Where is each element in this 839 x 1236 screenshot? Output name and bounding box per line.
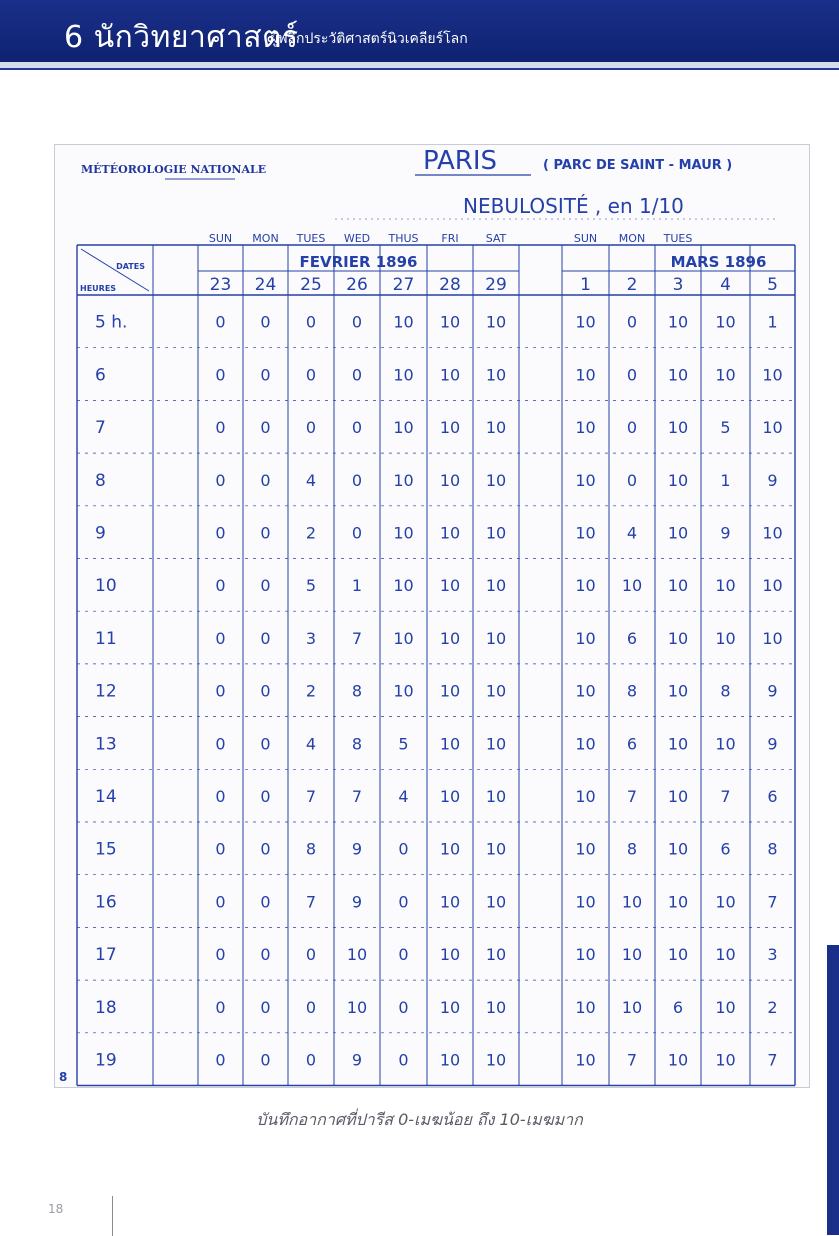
nebulosity-cell: 10 (439, 892, 461, 912)
date-cell: 2 (626, 275, 638, 295)
nebulosity-cell: 10 (439, 945, 461, 965)
date-cell: 26 (346, 275, 368, 295)
nebulosity-cell: 10 (575, 312, 596, 332)
weekday-label: FRI (441, 232, 459, 245)
nebulosity-cell: 0 (305, 1050, 317, 1070)
nebulosity-cell: 10 (715, 365, 736, 385)
nebulosity-cell: 6 (626, 628, 638, 648)
nebulosity-cell: 0 (260, 576, 271, 596)
page-number-divider (112, 1196, 113, 1236)
nebulosity-cell: 0 (260, 523, 271, 543)
date-cell: 24 (254, 275, 277, 295)
hour-label: 17 (95, 945, 117, 966)
nebulosity-cell: 0 (215, 523, 226, 543)
nebulosity-cell: 10 (621, 576, 643, 596)
date-cell: 27 (392, 275, 415, 295)
nebulosity-cell: 0 (305, 312, 317, 332)
nebulosity-cell: 10 (485, 945, 507, 965)
nebulosity-cell: 8 (626, 839, 638, 859)
nebulosity-cell: 10 (667, 892, 689, 912)
nebulosity-cell: 10 (667, 839, 689, 859)
nebulosity-cell: 9 (351, 839, 363, 859)
date-cell: 23 (209, 275, 232, 295)
nebulosity-cell: 10 (485, 418, 507, 438)
nebulosity-cell: 0 (398, 945, 409, 965)
nebulosity-cell: 7 (767, 892, 778, 912)
weekday-label: SUN (573, 232, 598, 245)
measure-label: NEBULOSITÉ , en 1/10 (463, 194, 684, 218)
nebulosity-cell: 10 (439, 997, 461, 1017)
corner-hours-label: HEURES (80, 284, 117, 293)
nebulosity-cell: 10 (575, 945, 596, 965)
location-label: ( PARC DE SAINT - MAUR ) (543, 158, 733, 173)
nebulosity-cell: 10 (485, 576, 507, 596)
weekday-label: MON (618, 232, 646, 245)
nebulosity-cell: 8 (351, 681, 363, 701)
page-header-band (0, 0, 839, 62)
nebulosity-cell: 0 (215, 734, 226, 754)
nebulosity-cell: 8 (351, 734, 363, 754)
table-header (80, 253, 778, 295)
nebulosity-cell: 0 (305, 365, 317, 385)
weather-record-scan (54, 144, 810, 1088)
nebulosity-cell: 10 (393, 628, 414, 648)
weekday-label: THUS (388, 232, 419, 245)
hour-label: 19 (95, 1050, 117, 1071)
nebulosity-cell: 10 (575, 839, 596, 859)
nebulosity-cell: 10 (762, 418, 783, 438)
weekday-label: TUES (296, 232, 326, 245)
date-cell: 29 (485, 275, 507, 295)
nebulosity-cell: 10 (393, 681, 414, 701)
nebulosity-cell: 10 (762, 523, 783, 543)
nebulosity-cell: 10 (575, 892, 596, 912)
nebulosity-cell: 10 (485, 470, 507, 490)
nebulosity-cell: 0 (215, 576, 226, 596)
nebulosity-cell: 10 (346, 945, 368, 965)
nebulosity-cell: 8 (767, 839, 778, 859)
nebulosity-cell: 10 (575, 734, 596, 754)
nebulosity-cell: 0 (215, 997, 226, 1017)
nebulosity-cell: 10 (575, 786, 596, 806)
nebulosity-cell: 10 (346, 997, 368, 1017)
nebulosity-cell: 10 (715, 892, 736, 912)
nebulosity-cell: 10 (439, 576, 461, 596)
nebulosity-cell: 10 (575, 1050, 596, 1070)
nebulosity-cell: 10 (762, 628, 783, 648)
date-cell: 3 (672, 275, 684, 295)
date-cell: 28 (439, 275, 461, 295)
nebulosity-cell: 0 (260, 628, 271, 648)
nebulosity-cell: 10 (575, 470, 596, 490)
nebulosity-cell: 10 (439, 786, 461, 806)
nebulosity-cell: 0 (626, 418, 638, 438)
nebulosity-cell: 0 (351, 470, 363, 490)
nebulosity-cell: 10 (667, 786, 689, 806)
agency-label: MÉTÉOROLOGIE NATIONALE (81, 163, 267, 176)
date-cell: 1 (580, 275, 591, 295)
nebulosity-cell: 10 (715, 312, 736, 332)
nebulosity-cell: 10 (715, 628, 736, 648)
date-cell: 25 (300, 275, 322, 295)
nebulosity-cell: 10 (485, 312, 507, 332)
month-label-mars: MARS 1896 (670, 253, 767, 271)
nebulosity-cell: 10 (393, 365, 414, 385)
nebulosity-cell: 0 (351, 418, 363, 438)
nebulosity-cell: 0 (260, 1050, 271, 1070)
nebulosity-cell: 6 (767, 786, 778, 806)
nebulosity-cell: 10 (762, 365, 783, 385)
weekday-labels (209, 232, 693, 245)
nebulosity-cell: 0 (260, 839, 271, 859)
figure-caption: บันทึกอากาศที่ปารีส 0-เมฆน้อย ถึง 10-เมฆมาก (256, 1110, 583, 1129)
nebulosity-cell: 10 (485, 365, 507, 385)
nebulosity-cell: 6 (720, 839, 731, 859)
nebulosity-cell: 0 (215, 1050, 226, 1070)
nebulosity-cell: 2 (767, 997, 778, 1017)
nebulosity-cell: 10 (485, 628, 507, 648)
nebulosity-cell: 8 (720, 681, 731, 701)
date-cell: 4 (720, 275, 731, 295)
nebulosity-cell: 10 (715, 997, 736, 1017)
nebulosity-cell: 10 (393, 312, 414, 332)
nebulosity-cell: 9 (767, 470, 778, 490)
nebulosity-cell: 0 (215, 312, 226, 332)
nebulosity-cell: 0 (626, 312, 638, 332)
nebulosity-cell: 0 (305, 418, 317, 438)
nebulosity-cell: 10 (621, 997, 643, 1017)
nebulosity-cell: 6 (672, 997, 684, 1017)
book-subtitle: ผู้พลิกประวัติศาสตร์นิวเคลียร์โลก (270, 31, 468, 47)
corner-dates-label: DATES (116, 262, 145, 271)
hour-label: 10 (95, 576, 117, 597)
nebulosity-cell: 0 (215, 681, 226, 701)
weather-record-table (55, 145, 809, 1087)
nebulosity-cell: 10 (575, 418, 596, 438)
nebulosity-cell: 9 (351, 892, 363, 912)
nebulosity-cell: 6 (626, 734, 638, 754)
nebulosity-cell: 4 (626, 523, 638, 543)
hour-label: 16 (95, 892, 117, 913)
nebulosity-cell: 10 (485, 786, 507, 806)
nebulosity-cell: 10 (439, 681, 461, 701)
nebulosity-cell: 10 (575, 681, 596, 701)
city-label: PARIS (423, 146, 498, 176)
nebulosity-cell: 9 (351, 1050, 363, 1070)
nebulosity-cell: 10 (439, 839, 461, 859)
nebulosity-cell: 10 (667, 628, 689, 648)
nebulosity-cell: 10 (485, 681, 507, 701)
hour-label: 18 (95, 997, 117, 1018)
nebulosity-cell: 10 (393, 418, 414, 438)
nebulosity-cell: 10 (393, 470, 414, 490)
nebulosity-cell: 9 (767, 734, 778, 754)
nebulosity-cell: 10 (439, 523, 461, 543)
nebulosity-cell: 10 (439, 734, 461, 754)
nebulosity-cell: 0 (398, 892, 409, 912)
nebulosity-cell: 7 (626, 786, 638, 806)
nebulosity-cell: 0 (351, 523, 363, 543)
nebulosity-cell: 10 (485, 523, 507, 543)
hour-label: 13 (95, 734, 117, 755)
nebulosity-cell: 4 (305, 734, 317, 754)
nebulosity-cell: 0 (305, 945, 317, 965)
nebulosity-cell: 0 (260, 945, 271, 965)
nebulosity-cell: 10 (621, 892, 643, 912)
hour-label: 8 (95, 470, 106, 491)
nebulosity-cell: 5 (398, 734, 409, 754)
nebulosity-cell: 10 (667, 945, 689, 965)
hour-label: 14 (95, 786, 117, 807)
date-cell: 5 (767, 275, 778, 295)
nebulosity-cell: 0 (305, 997, 317, 1017)
nebulosity-cell: 10 (715, 734, 736, 754)
nebulosity-cell: 10 (621, 945, 643, 965)
nebulosity-cell: 10 (667, 576, 689, 596)
nebulosity-cell: 2 (305, 523, 317, 543)
nebulosity-cell: 7 (767, 1050, 778, 1070)
nebulosity-cell: 10 (715, 576, 736, 596)
nebulosity-cell: 10 (485, 997, 507, 1017)
nebulosity-cell: 4 (305, 470, 317, 490)
page-edge-tab (827, 945, 839, 1235)
nebulosity-cell: 0 (260, 786, 271, 806)
nebulosity-cell: 1 (351, 576, 363, 596)
hour-label: 6 (95, 365, 106, 386)
nebulosity-cell: 10 (439, 628, 461, 648)
nebulosity-cell: 0 (215, 839, 226, 859)
nebulosity-cell: 0 (215, 786, 226, 806)
nebulosity-cell: 0 (351, 312, 363, 332)
hour-label: 15 (95, 839, 117, 860)
nebulosity-cell: 5 (305, 576, 317, 596)
nebulosity-cell: 0 (215, 945, 226, 965)
hour-label: 5 h. (95, 312, 128, 333)
header-divider-line (0, 68, 839, 70)
nebulosity-cell: 0 (260, 418, 271, 438)
corner-mark: 8 (59, 1070, 68, 1084)
weekday-label: WED (343, 232, 371, 245)
nebulosity-cell: 0 (260, 892, 271, 912)
nebulosity-cell: 10 (667, 312, 689, 332)
weekday-label: MON (252, 232, 279, 245)
nebulosity-cell: 0 (215, 418, 226, 438)
page-number: 18 (48, 1202, 64, 1216)
nebulosity-cell: 10 (485, 734, 507, 754)
nebulosity-cell: 0 (398, 839, 409, 859)
nebulosity-cell: 10 (667, 418, 689, 438)
nebulosity-cell: 7 (305, 892, 317, 912)
nebulosity-cell: 10 (485, 892, 507, 912)
nebulosity-cell: 2 (305, 681, 317, 701)
nebulosity-cell: 1 (720, 470, 731, 490)
nebulosity-cell: 9 (767, 681, 778, 701)
nebulosity-cell: 0 (398, 1050, 409, 1070)
hour-label: 11 (95, 628, 117, 649)
nebulosity-cell: 10 (439, 1050, 461, 1070)
nebulosity-cell: 0 (215, 365, 226, 385)
nebulosity-cell: 10 (667, 1050, 689, 1070)
weekday-label: SAT (485, 232, 507, 245)
nebulosity-cell: 10 (667, 470, 689, 490)
nebulosity-cell: 0 (215, 892, 226, 912)
nebulosity-cell: 7 (626, 1050, 638, 1070)
nebulosity-cell: 10 (575, 523, 596, 543)
nebulosity-cell: 0 (351, 365, 363, 385)
nebulosity-cell: 3 (767, 945, 778, 965)
hour-label: 9 (95, 523, 106, 544)
nebulosity-cell: 10 (575, 576, 596, 596)
nebulosity-cell: 7 (351, 628, 363, 648)
nebulosity-cell: 0 (215, 470, 226, 490)
nebulosity-cell: 10 (667, 365, 689, 385)
hour-label: 12 (95, 681, 117, 702)
nebulosity-cell: 10 (439, 312, 461, 332)
nebulosity-cell: 1 (767, 312, 778, 332)
nebulosity-cell: 0 (626, 470, 638, 490)
nebulosity-cell: 5 (720, 418, 731, 438)
nebulosity-cell: 10 (439, 418, 461, 438)
nebulosity-cell: 9 (720, 523, 731, 543)
weekday-label: TUES (663, 232, 693, 245)
nebulosity-cell: 10 (393, 523, 414, 543)
nebulosity-cell: 10 (393, 576, 414, 596)
nebulosity-cell: 0 (398, 997, 409, 1017)
hour-label: 7 (95, 418, 106, 439)
nebulosity-cell: 0 (260, 312, 271, 332)
book-title: 6 นักวิทยาศาสตร์ (64, 20, 299, 55)
nebulosity-cell: 0 (260, 365, 271, 385)
nebulosity-cell: 8 (305, 839, 317, 859)
nebulosity-cell: 10 (439, 470, 461, 490)
nebulosity-cell: 10 (715, 1050, 736, 1070)
nebulosity-cell: 10 (575, 365, 596, 385)
nebulosity-cell: 10 (667, 681, 689, 701)
nebulosity-cell: 10 (667, 523, 689, 543)
nebulosity-cell: 10 (762, 576, 783, 596)
weekday-label: SUN (208, 232, 233, 245)
nebulosity-cell: 7 (351, 786, 363, 806)
nebulosity-cell: 0 (260, 470, 271, 490)
nebulosity-cell: 10 (715, 945, 736, 965)
nebulosity-cell: 10 (485, 1050, 507, 1070)
nebulosity-cell: 7 (720, 786, 731, 806)
nebulosity-cell: 4 (398, 786, 409, 806)
nebulosity-cell: 8 (626, 681, 638, 701)
month-label-fevrier: FEVRIER 1896 (299, 253, 418, 271)
nebulosity-cell: 0 (260, 734, 271, 754)
nebulosity-cell: 0 (260, 997, 271, 1017)
nebulosity-cell: 10 (575, 628, 596, 648)
nebulosity-cell: 7 (305, 786, 317, 806)
nebulosity-cell: 10 (485, 839, 507, 859)
nebulosity-cell: 0 (215, 628, 226, 648)
nebulosity-cell: 0 (260, 681, 271, 701)
nebulosity-cell: 10 (667, 734, 689, 754)
nebulosity-cell: 3 (305, 628, 317, 648)
nebulosity-cell: 10 (575, 997, 596, 1017)
nebulosity-cell: 0 (626, 365, 638, 385)
nebulosity-cell: 10 (439, 365, 461, 385)
